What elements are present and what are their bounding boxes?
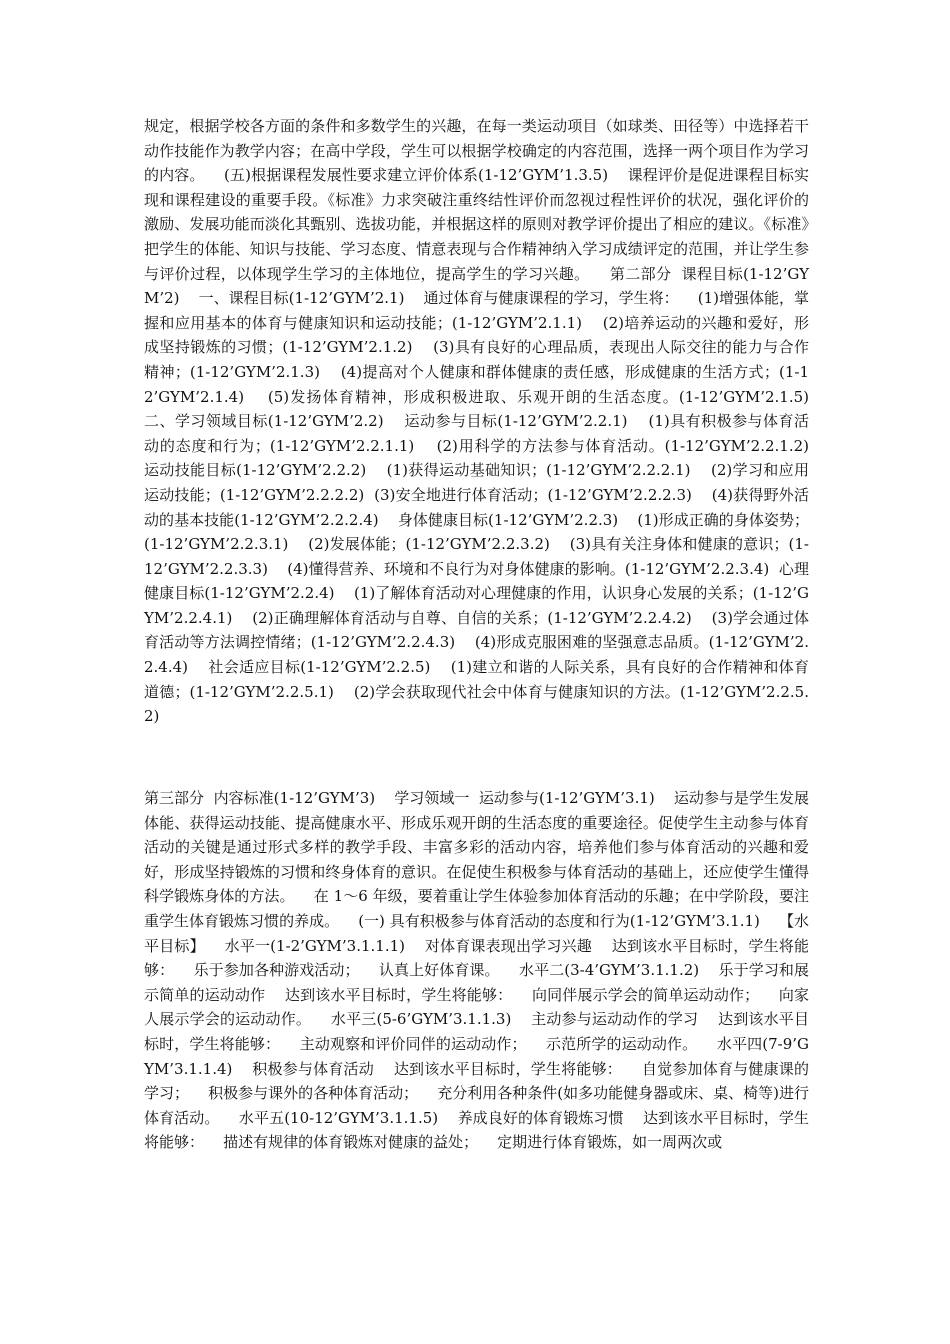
paragraph-2: 第三部分 内容标准(1-12’GYM’3) 学习领域一 运动参与(1-12’GYM’3.1) 运动参与是学生发展体能、获得运动技能、提高健康水平、形成乐观开朗的生活态度的重要途径。促使学生主动参与体育活动的关键是通过形式多样的教学手段、丰富多彩的活动内容，培养他们参与体育活动的兴趣和爱好，形成坚持锻炼的习惯和终身体育的意识。在促使生积极参与体育活动的基础上，还应使学生懂得科学锻炼身体的方法。 在 1～6 年级，要着重让学生体验参加体育活动的乐趣；在中学阶段，要注重学生体育锻炼习惯的养成。 (一) 具有积极参与体育活动的态度和行为(1-12’GYM’3.1.1) 【水平目标】 水平一(1-2’GYM’3.1.1.1) 对体育课表现出学习兴趣 达到该水平目标时，学生将能够： 乐于参加各种游戏活动； 认真上好体育课。 水平二(3-4’GYM’3.1.1.2) 乐于学习和展示简单的运动动作 达到该水平目标时，学生将能够： 向同伴展示学会的简单运动动作； 向家人展示学会的运动动作。 水平三(5-6’GYM’3.1.1.3) 主动参与运动动作的学习 达到该水平目标时，学生将能够： 主动观察和评价同伴的运动动作； 示范所学的运动动作。 水平四(7-9’GYM’3.1.1.4) 积极参与体育活动 达到该水平目标时，学生将能够： 自觉参加体育与健康课的学习； 积极参与课外的各种体育活动； 充分利用各种条件(如多功能健身器或床、桌、椅等)进行体育活动。 水平五(10-12’GYM’3.1.1.5) 养成良好的体育锻炼习惯 达到该水平目标时，学生将能够： 描述有规律的体育锻炼对健康的益处； 定期进行体育锻炼，如一周两次或 <box>144 789 809 1152</box>
paragraph-1: 规定，根据学校各方面的条件和多数学生的兴趣，在每一类运动项目（如球类、田径等）中选择若干动作技能作为教学内容；在高中学段，学生可以根据学校确定的内容范围，选择一两个项目作为学习的内容。 (五)根据课程发展性要求建立评价体系(1-12’GYM’1.3.5) 课程评价是促进课程目标实现和课程建设的重要手段。《标准》力求突破注重终结性评价而忽视过程性评价的状况，强化评价的激励、发展功能而淡化其甄别、选拔功能，并根据这样的原则对教学评价提出了相应的建议。《标准》把学生的体能、知识与技能、学习态度、情意表现与合作精神纳入学习成绩评定的范围，并让学生参与评价过程，以体现学生学习的主体地位，提高学生的学习兴趣。 第二部分 课程目标(1-12’GYM’2) 一、课程目标(1-12’GYM’2.1) 通过体育与健康课程的学习，学生将： (1)增强体能，掌握和应用基本的体育与健康知识和运动技能；(1-12’GYM’2.1.1) (2)培养运动的兴趣和爱好，形成坚持锻炼的习惯；(1-12’GYM’2.1.2) (3)具有良好的心理品质，表现出人际交往的能力与合作精神；(1-12’GYM’2.1.3) (4)提高对个人健康和群体健康的责任感，形成健康的生活方式；(1-12’GYM’2.1.4) (5)发扬体育精神，形成积极进取、乐观开朗的生活态度。(1-12’GYM’2.1.5) 二、学习领域目标(1-12’GYM’2.2) 运动参与目标(1-12’GYM’2.2.1) (1)具有积极参与体育活动的态度和行为；(1-12’GYM’2.2.1.1) (2)用科学的方法参与体育活动。(1-12’GYM’2.2.1.2) 运动技能目标(1-12’GYM’2.2.2) (1)获得运动基础知识；(1-12’GYM’2.2.2.1) (2)学习和应用运动技能；(1-12’GYM’2.2.2.2) (3)安全地进行体育活动；(1-12’GYM’2.2.2.3) (4)获得野外活动的基本技能(1-12’GYM’2.2.2.4) 身体健康目标(1-12’GYM’2.2.3) (1)形成正确的身体姿势；(1-12’GYM’2.2.3.1) (2)发展体能；(1-12’GYM’2.2.3.2) (3)具有关注身体和健康的意识；(1-12’GYM’2.2.3.3) (4)懂得营养、环境和不良行为对身体健康的影响。(1-12’GYM’2.2.3.4) 心理健康目标(1-12’GYM’2.2.4) (1)了解体育活动对心理健康的作用，认识身心发展的关系；(1-12’GYM’2.2.4.1) (2)正确理解体育活动与自尊、自信的关系；(1-12’GYM’2.2.4.2) (3)学会通过体育活动等方法调控情绪；(1-12’GYM’2.2.4.3) (4)形成克服困难的坚强意志品质。(1-12’GYM’2.2.4.4) 社会适应目标(1-12’GYM’2.2.5) (1)建立和谐的人际关系，具有良好的合作精神和体育道德；(1-12’GYM’2.2.5.1) (2)学会获取现代社会中体育与健康知识的方法。(1-12’GYM’2.2.5.2) <box>144 117 829 726</box>
body-text-section-1 <box>144 114 829 786</box>
body-text-section-2 <box>144 786 809 1266</box>
